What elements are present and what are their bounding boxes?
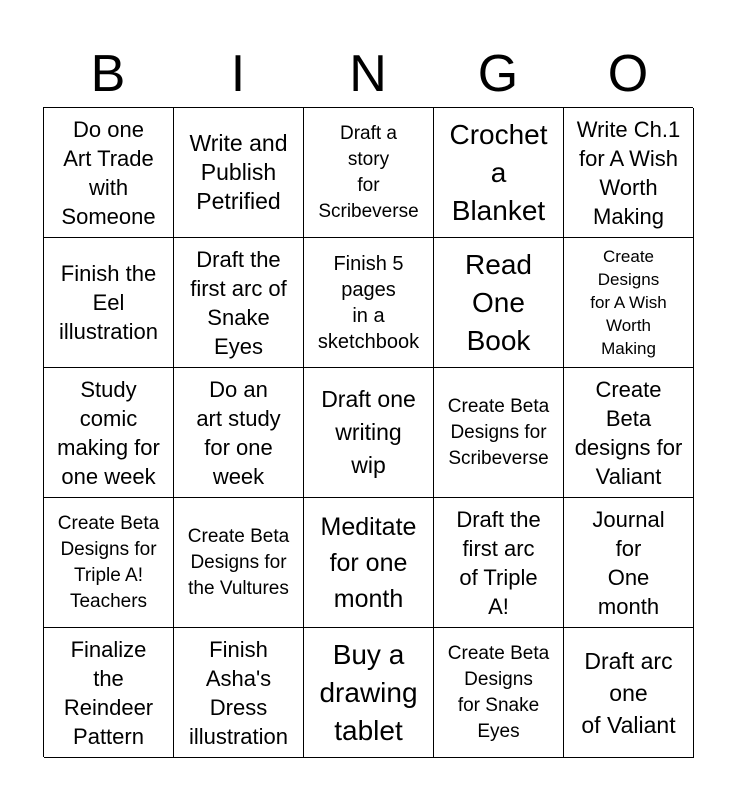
bingo-cell-text: Do one Art Trade with Someone: [61, 116, 156, 229]
bingo-cell-text: Draft a story for Scribeverse: [318, 122, 419, 222]
bingo-cell-text: Finish the Eel illustration: [58, 261, 159, 344]
bingo-cell-text: Draft the first arc of Snake Eyes: [190, 246, 287, 359]
bingo-cell-text: Finish 5 pages in a sketchbook: [317, 252, 420, 353]
bingo-cell-text: Do an art study for one week: [196, 376, 281, 489]
bingo-cell[interactable]: [304, 628, 434, 758]
bingo-cell[interactable]: [174, 238, 304, 368]
bingo-cell[interactable]: [174, 108, 304, 238]
bingo-cell-text: Meditate for one month: [320, 512, 417, 613]
bingo-cell[interactable]: [434, 238, 564, 368]
bingo-cell[interactable]: [174, 498, 304, 628]
bingo-cell-text: Study comic making for one week: [57, 376, 160, 489]
header-letter-g: G: [477, 45, 519, 103]
bingo-cell[interactable]: [304, 368, 434, 498]
bingo-cell[interactable]: [564, 108, 694, 238]
bingo-cell-text: Draft one writing wip: [321, 386, 416, 478]
bingo-cell-text: Buy a drawing tablet: [319, 638, 418, 746]
bingo-cell[interactable]: [434, 628, 564, 758]
bingo-cell[interactable]: [44, 628, 174, 758]
bingo-cell[interactable]: [44, 368, 174, 498]
bingo-cell-text: Read One Book: [465, 248, 532, 356]
bingo-cell[interactable]: [44, 108, 174, 238]
bingo-cell[interactable]: [564, 238, 694, 368]
bingo-cell[interactable]: [174, 628, 304, 758]
bingo-header: [43, 40, 693, 108]
bingo-cell[interactable]: [174, 368, 304, 498]
bingo-cell-text: Write Ch.1 for A Wish Worth Making: [576, 116, 681, 229]
bingo-cell-text: Draft arc one of Valiant: [581, 647, 676, 738]
bingo-cell-text: Crochet a Blanket: [449, 118, 548, 226]
bingo-cell[interactable]: [304, 498, 434, 628]
bingo-cell[interactable]: [44, 498, 174, 628]
bingo-cell[interactable]: [434, 108, 564, 238]
bingo-cell-text: Draft the first arc of Triple A!: [456, 506, 541, 619]
header-letter-i: I: [230, 45, 246, 103]
bingo-cell-text: Create Beta Designs for Snake Eyes: [447, 642, 550, 742]
bingo-cell-text: Create Designs for A Wish Worth Making: [590, 247, 667, 358]
bingo-cell[interactable]: [564, 498, 694, 628]
bingo-cell-text: Journal for One month: [592, 506, 665, 619]
header-letter-o: O: [607, 45, 649, 103]
bingo-cell-text: Finalize the Reindeer Pattern: [63, 636, 154, 749]
bingo-cell-text: Create Beta designs for Valiant: [574, 376, 683, 489]
bingo-cell-text: Write and Publish Petrified: [189, 130, 288, 214]
bingo-cell[interactable]: [564, 628, 694, 758]
bingo-cell[interactable]: [44, 238, 174, 368]
bingo-cell-text: Create Beta Designs for the Vultures: [187, 525, 290, 599]
bingo-card-grid: [43, 107, 693, 757]
bingo-cell-text: Create Beta Designs for Scribeverse: [447, 395, 550, 469]
bingo-cell[interactable]: [304, 238, 434, 368]
header-letter-n: N: [349, 45, 387, 103]
bingo-cell-text: Finish Asha's Dress illustration: [188, 636, 289, 749]
header-letter-b: B: [90, 45, 126, 103]
bingo-cell-text: Create Beta Designs for Triple A! Teachers: [57, 512, 160, 612]
bingo-cell[interactable]: [564, 368, 694, 498]
bingo-cell[interactable]: [434, 498, 564, 628]
bingo-cell[interactable]: [304, 108, 434, 238]
bingo-cell[interactable]: [434, 368, 564, 498]
